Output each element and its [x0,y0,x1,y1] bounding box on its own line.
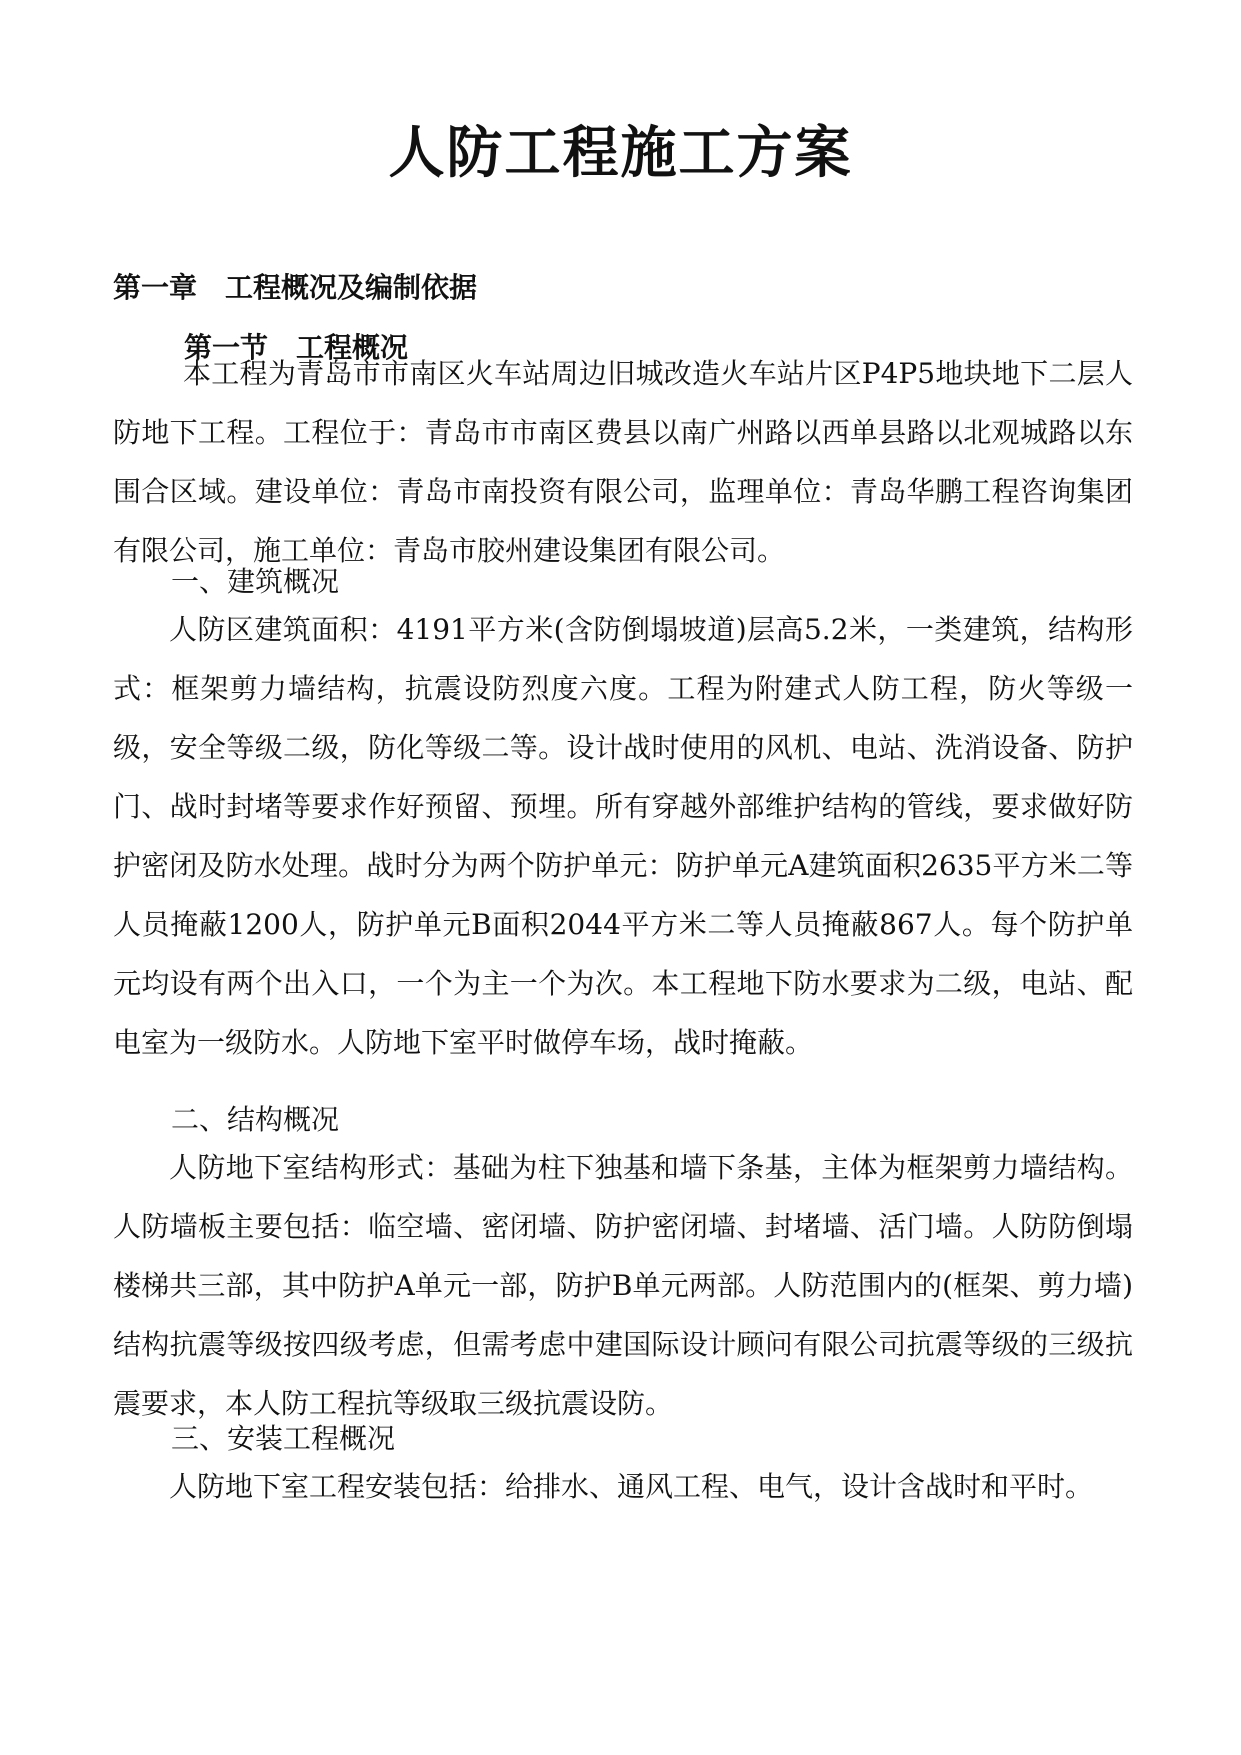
structure-overview-paragraph: 人防地下室结构形式：基础为柱下独基和墙下条基，主体为框架剪力墙结构。人防墙板主要包括：临空墙、密闭墙、防护密闭墙、封堵墙、活门墙。人防防倒塌楼梯共三部，其中防护A单元一部，防护B单元两部。人防范围内的(框架、剪力墙)结构抗震等级按四级考虑，但需考虑中建国际设计顾问有限公司抗震等级的三级抗震要求，本人防工程抗等级取三级抗震设防。 [113,1151,1133,1420]
intro-paragraph: 本工程为青岛市市南区火车站周边旧城改造火车站片区P4P5地块地下二层人防地下工程。工程位于：青岛市市南区费县以南广州路以西单县路以北观城路以东围合区域。建设单位：青岛市南投资有限公司，监理单位：青岛华鹏工程咨询集团有限公司，施工单位：青岛市胶州建设集团有限公司。 [113,357,1133,567]
building-overview-paragraph: 人防区建筑面积：4191平方米(含防倒塌坡道)层高5.2米，一类建筑，结构形式：框架剪力墙结构，抗震设防烈度六度。工程为附建式人防工程，防火等级一级，安全等级二级，防化等级二等。设计战时使用的风机、电站、洗消设备、防护门、战时封堵等要求作好预留、预埋。所有穿越外部维护结构的管线，要求做好防护密闭及防水处理。战时分为两个防护单元：防护单元A建筑面积2635平方米二等人员掩蔽1200人，防护单元B面积2044平方米二等人员掩蔽867人。每个防护单元均设有两个出入口，一个为主一个为次。本工程地下防水要求为二级，电站、配电室为一级防水。人防地下室平时做停车场，战时掩蔽。 [113,613,1133,1059]
chapter-heading: 第一章 工程概况及编制依据 [113,271,478,304]
installation-overview-paragraph: 人防地下室工程安装包括：给排水、通风工程、电气，设计含战时和平时。 [169,1470,1094,1503]
section-heading: 第一节 工程概况 [184,331,409,364]
installation-overview-heading: 三、安装工程概况 [171,1422,396,1455]
document-title: 人防工程施工方案 [388,120,853,186]
structure-overview-heading: 二、结构概况 [171,1103,340,1136]
building-overview-heading: 一、建筑概况 [171,565,340,598]
